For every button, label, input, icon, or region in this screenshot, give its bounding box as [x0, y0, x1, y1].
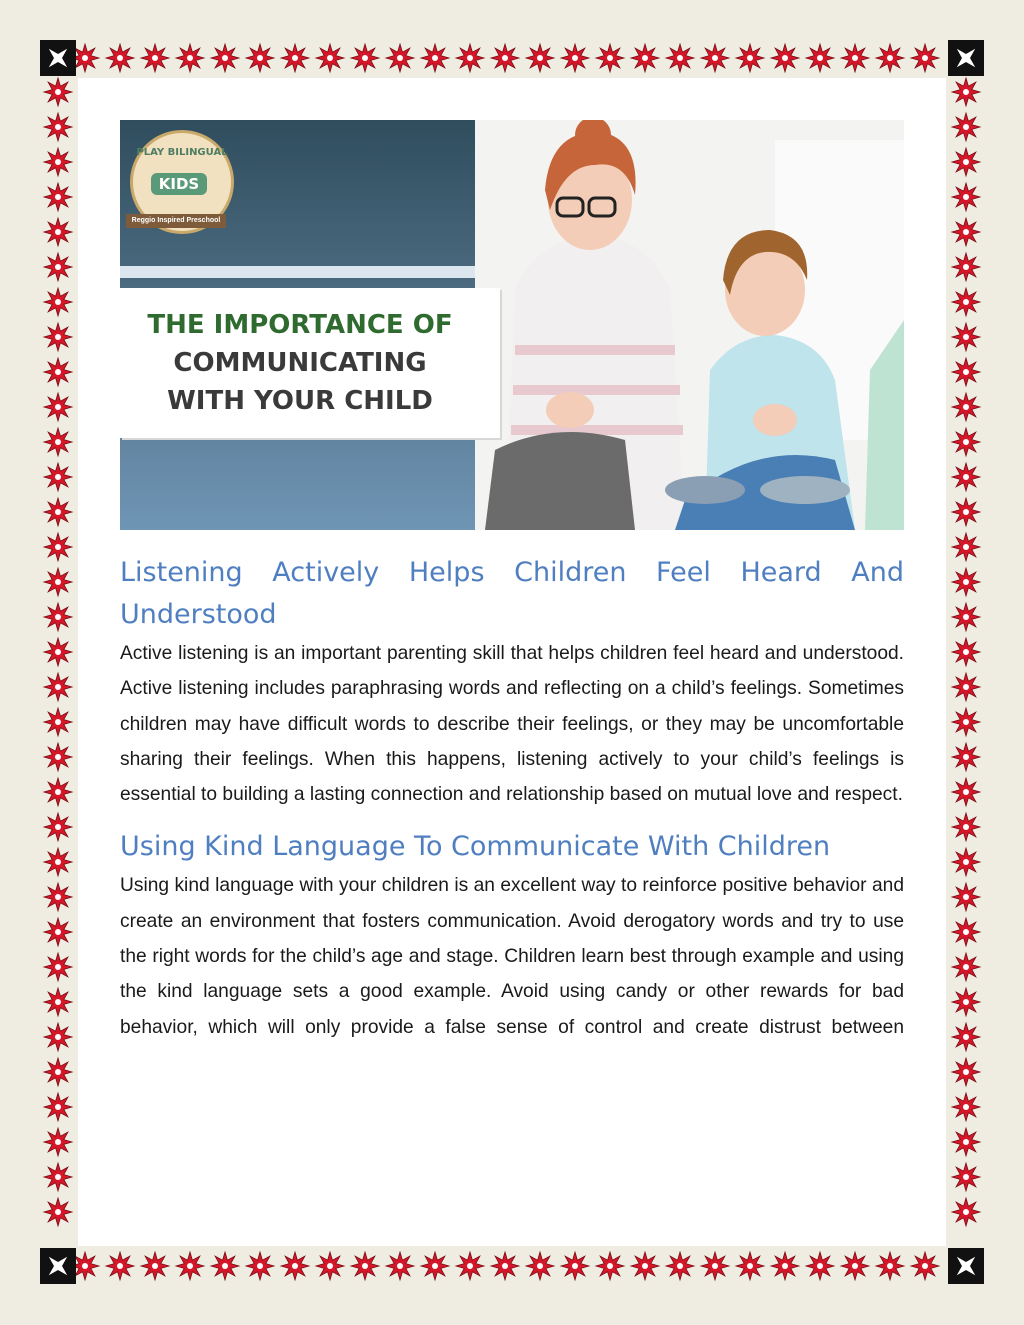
border-star-center [782, 1263, 788, 1269]
border-star-center [963, 1209, 969, 1215]
border-star-center [572, 55, 578, 61]
border-star-center [397, 1263, 403, 1269]
border-star-center [55, 754, 61, 760]
border-star-center [852, 1263, 858, 1269]
border-star-center [55, 894, 61, 900]
section-body-kind-language: Using kind language with your children is an excellent way to reinforce positive behavior and create an environment that fosters communication. Avoid derogatory words and try to use the right words for the child’s age and stage. Children learn best through example and using the kind language sets a good example. Avoid using candy or other rewards for bad behavior, which will only provide a false sense of control and create distrust between [120, 875, 904, 1038]
border-star-center [963, 474, 969, 480]
border-star-center [963, 404, 969, 410]
border-star-center [55, 1034, 61, 1040]
border-star-center [467, 55, 473, 61]
border-star-center [747, 55, 753, 61]
border-star-center [963, 964, 969, 970]
border-star-center [607, 1263, 613, 1269]
border-star-center [963, 299, 969, 305]
border-star-center [963, 859, 969, 865]
border-star-center [572, 1263, 578, 1269]
border-star-center [55, 1104, 61, 1110]
border-star-center [55, 1209, 61, 1215]
border-star-center [963, 1174, 969, 1180]
section-body-listening: Active listening is an important parenting skill that helps children feel heard and understood. Active listening includes paraphrasing words and reflecting on a child’s feelings. Sometimes children may have difficult words to describe their feelings, or they may be uncomfortable sharing their feelings. When this happens, listening actively to your child’s feelings is essential to building a lasting connection and relationship based on mutual love and respect. [120, 643, 904, 806]
border-star-center [117, 55, 123, 61]
border-star-center [55, 509, 61, 515]
article-content [120, 552, 904, 1045]
border-star-center [963, 334, 969, 340]
border-star-center [817, 55, 823, 61]
border-star-center [187, 1263, 193, 1269]
border-star-center [55, 404, 61, 410]
border-star-center [963, 824, 969, 830]
border-star-center [677, 55, 683, 61]
border-star-center [55, 649, 61, 655]
border-star-center [963, 159, 969, 165]
border-star-center [55, 929, 61, 935]
mother-and-child-illustration [475, 120, 904, 530]
border-star-center [55, 334, 61, 340]
border-star-center [852, 55, 858, 61]
border-star-center [432, 1263, 438, 1269]
border-star-center [712, 1263, 718, 1269]
hero-title [120, 288, 480, 420]
hero-banner-image [120, 120, 904, 530]
section-heading-listening: Listening Actively Helps Children Feel Heard And Understood [120, 557, 904, 630]
border-star-center [963, 369, 969, 375]
border-star-center [963, 754, 969, 760]
border-star-center [187, 55, 193, 61]
border-star-center [55, 229, 61, 235]
border-star-center [397, 55, 403, 61]
border-star-center [55, 159, 61, 165]
border-star-center [55, 369, 61, 375]
hero-divider [120, 266, 475, 278]
border-star-center [82, 55, 88, 61]
border-star-center [963, 684, 969, 690]
border-star-center [963, 124, 969, 130]
border-star-center [257, 55, 263, 61]
border-star-center [963, 894, 969, 900]
border-star-center [607, 55, 613, 61]
border-star-center [922, 55, 928, 61]
border-star-center [537, 55, 543, 61]
border-star-center [963, 1104, 969, 1110]
border-star-center [782, 55, 788, 61]
border-star-center [55, 1069, 61, 1075]
border-star-center [55, 1174, 61, 1180]
border-star-center [817, 1263, 823, 1269]
border-star-center [55, 89, 61, 95]
hero-title-box [120, 288, 500, 438]
border-star-center [55, 579, 61, 585]
border-star-center [55, 859, 61, 865]
border-star-center [963, 544, 969, 550]
border-star-center [677, 1263, 683, 1269]
border-star-center [222, 1263, 228, 1269]
border-star-center [55, 544, 61, 550]
border-star-center [55, 964, 61, 970]
logo-top-text: PLAY BILINGUAL [136, 147, 228, 158]
border-star-center [55, 999, 61, 1005]
border-star-center [327, 55, 333, 61]
border-star-center [432, 55, 438, 61]
border-star-center [963, 229, 969, 235]
border-star-center [537, 1263, 543, 1269]
border-star-center [55, 684, 61, 690]
border-star-center [963, 264, 969, 270]
border-star-center [117, 1263, 123, 1269]
border-star-center [502, 55, 508, 61]
border-star-center [963, 579, 969, 585]
section-heading-kind-language: Using Kind Language To Communicate With Children [120, 831, 831, 863]
border-star-center [963, 1034, 969, 1040]
border-star-center [222, 55, 228, 61]
border-star-center [55, 299, 61, 305]
border-star-center [292, 1263, 298, 1269]
border-star-center [55, 824, 61, 830]
border-star-center [963, 999, 969, 1005]
border-star-center [747, 1263, 753, 1269]
border-star-center [963, 1069, 969, 1075]
border-star-center [55, 264, 61, 270]
border-star-center [887, 1263, 893, 1269]
border-star-center [292, 55, 298, 61]
border-star-center [362, 1263, 368, 1269]
border-star-center [55, 194, 61, 200]
border-star-center [642, 1263, 648, 1269]
border-star-center [502, 1263, 508, 1269]
border-star-center [467, 1263, 473, 1269]
logo-ribbon-text: Reggio Inspired Preschool [126, 214, 226, 228]
border-star-center [55, 124, 61, 130]
border-star-center [642, 55, 648, 61]
border-star-center [963, 614, 969, 620]
border-star-center [963, 929, 969, 935]
border-star-center [922, 1263, 928, 1269]
hero-photo-area [475, 120, 904, 530]
hero-title-line-1: THE IMPORTANCE OF [147, 310, 453, 340]
border-star-center [887, 55, 893, 61]
border-star-center [327, 1263, 333, 1269]
logo-kids-text: KIDS [151, 173, 207, 195]
border-star-center [963, 439, 969, 445]
border-star-center [152, 1263, 158, 1269]
hero-title-line-2: COMMUNICATING [173, 348, 427, 378]
border-star-center [55, 1139, 61, 1145]
border-star-center [55, 789, 61, 795]
border-star-center [963, 719, 969, 725]
border-star-center [963, 1139, 969, 1145]
border-star-center [257, 1263, 263, 1269]
border-star-center [963, 649, 969, 655]
border-star-center [152, 55, 158, 61]
border-star-center [55, 474, 61, 480]
border-star-center [55, 439, 61, 445]
border-star-center [963, 194, 969, 200]
border-star-center [362, 55, 368, 61]
border-star-center [963, 789, 969, 795]
border-star-center [712, 55, 718, 61]
border-star-center [82, 1263, 88, 1269]
border-star-center [55, 614, 61, 620]
border-star-center [55, 719, 61, 725]
border-star-center [963, 509, 969, 515]
border-star-center [963, 89, 969, 95]
hero-title-line-3: WITH YOUR CHILD [167, 386, 433, 416]
